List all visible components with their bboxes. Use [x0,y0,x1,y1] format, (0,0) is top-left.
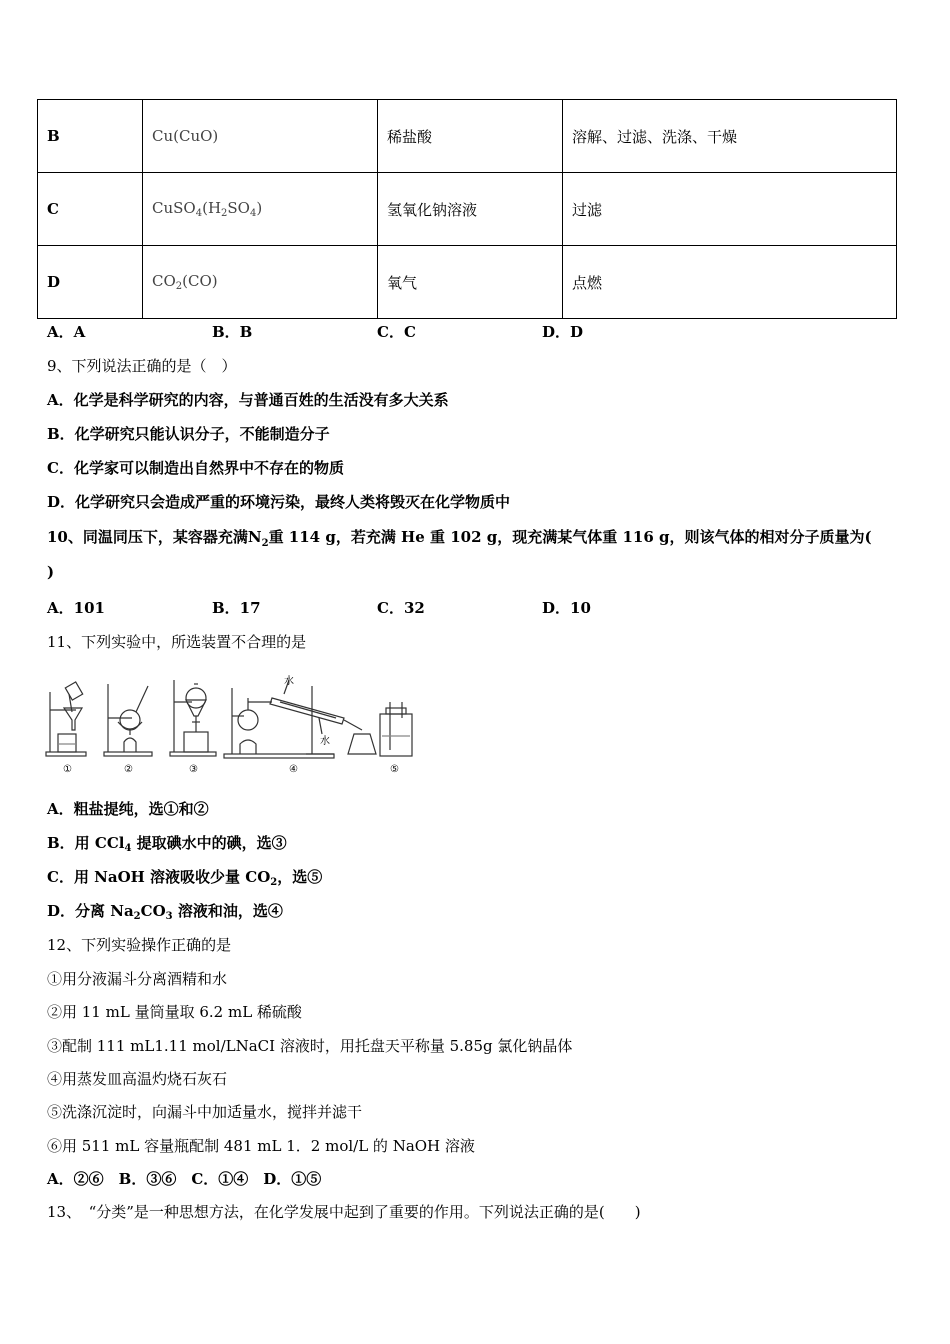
q11-option-d[interactable]: D．分离 $Na_2CO_3$ 溶液和油，选④ [47,902,283,922]
separatory-funnel-apparatus [170,680,216,756]
q8-option-d[interactable]: D．D [542,323,584,341]
filtration-apparatus [46,682,86,756]
label-5: ⑤ [390,764,399,775]
q12-stem: 12、下列实验操作正确的是 [47,936,232,954]
row-label: B [38,100,143,173]
reagent-cell: 稀盐酸 [378,100,563,173]
gas-washing-bottle [380,702,412,756]
q10-stem-part1: 10、同温同压下，某容器充满 [47,528,248,546]
q8-option-a[interactable]: A．A [47,323,86,341]
substance-cell: $CuSO_4(H_2SO_4)$ [143,173,378,246]
label-water-in: 水 [284,676,294,687]
evaporation-apparatus [104,684,152,756]
table-row [38,100,897,173]
q12-options[interactable]: A．②⑥ B．③⑥ C．①④ D．①⑤ [47,1170,322,1188]
answer-table [37,99,897,319]
q10-option-c[interactable]: C．32 [377,599,425,617]
label-water-out: 水 [320,736,330,747]
table-row [38,173,897,246]
q13-stem: 13、 “分类”是一种思想方法，在化学发展中起到了重要的作用。下列说法正确的是( ) [47,1203,641,1221]
q12-item-5: ⑤洗涤沉淀时，向漏斗中加适量水，搅拌并滤干 [47,1103,363,1121]
q11-option-a[interactable]: A．粗盐提纯，选①和② [47,800,209,818]
q11-option-b[interactable]: B．用 CCl$_4$ 提取碘水中的碘，选③ [47,834,287,854]
apparatus-figure [44,672,419,777]
row-label: C [38,173,143,246]
table-row [38,246,897,319]
q9-option-a[interactable]: A．化学是科学研究的内容，与普通百姓的生活没有多大关系 [47,391,449,409]
q11-stem: 11、下列实验中，所选装置不合理的是 [47,633,307,651]
q10-option-a[interactable]: A．101 [47,599,105,617]
label-4: ④ [289,764,298,775]
q10-option-b[interactable]: B．17 [212,599,261,617]
q8-option-b[interactable]: B．B [212,323,253,341]
label-1: ① [63,764,72,775]
q8-option-c[interactable]: C．C [377,323,416,341]
q12-item-1: ①用分液漏斗分离酒精和水 [47,970,228,988]
q10-stem-cont: ) [47,563,55,581]
label-2: ② [124,764,133,775]
q9-option-d[interactable]: D．化学研究只会造成严重的环境污染，最终人类将毁灭在化学物质中 [47,493,511,511]
q12-item-3: ③配制 111 mL1.11 mol/LNaCI 溶液时，用托盘天平称量 5.85g 氯化钠晶体 [47,1037,573,1055]
substance-cell: $CO_2(CO)$ [143,246,378,319]
method-cell: 过滤 [563,173,897,246]
method-cell: 点燃 [563,246,897,319]
q12-item-4: ④用蒸发皿高温灼烧石灰石 [47,1070,228,1088]
q10-stem [47,526,872,549]
q9-option-c[interactable]: C．化学家可以制造出自然界中不存在的物质 [47,459,344,477]
substance-cell: Cu(CuO) [143,100,378,173]
reagent-cell: 氧气 [378,246,563,319]
method-cell: 溶解、过滤、洗涤、干燥 [563,100,897,173]
row-label: D [38,246,143,319]
q12-item-6: ⑥用 511 mL 容量瓶配制 481 mL 1．2 mol/L 的 NaOH 溶液 [47,1137,475,1155]
q10-option-d[interactable]: D．10 [542,599,591,617]
q10-stem-part2: 重 114 g，若充满 He 重 102 g，现充满某气体重 116 g，则该气体的相对分子质量为( [268,528,872,546]
q10-gas-sub: 2 [261,538,269,549]
reagent-cell: 氢氧化钠溶液 [378,173,563,246]
q10-gas: N [247,528,262,546]
distillation-apparatus [224,680,376,758]
q9-stem: 9、下列说法正确的是（ ） [47,357,237,375]
q9-option-b[interactable]: B．化学研究只能认识分子，不能制造分子 [47,425,330,443]
q11-option-c[interactable]: C．用 NaOH 溶液吸收少量 $CO_2$，选⑤ [47,868,323,888]
q12-item-2: ②用 11 mL 量筒量取 6.2 mL 稀硫酸 [47,1003,302,1021]
label-3: ③ [189,764,198,775]
